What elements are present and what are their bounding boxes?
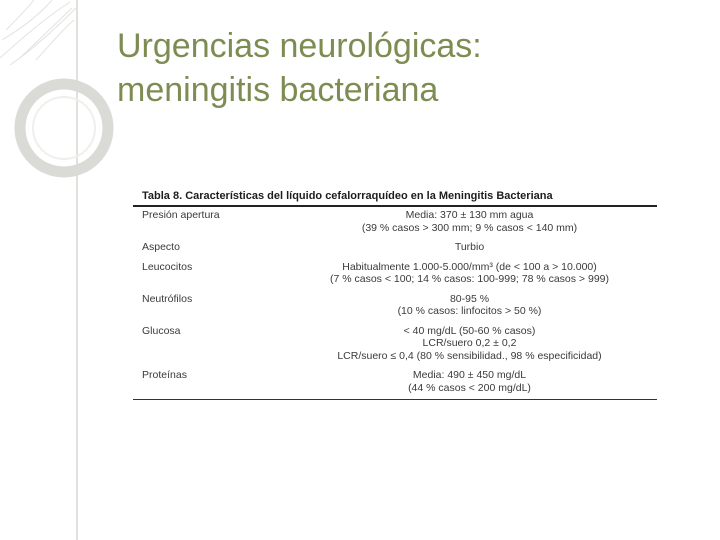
row-label: Leucocitos — [142, 260, 193, 273]
row-value — [292, 290, 657, 322]
row-label: Proteínas — [142, 369, 187, 381]
table-row — [133, 322, 657, 367]
row-label: Glucosa — [142, 324, 181, 337]
row-value — [292, 207, 657, 238]
value-line: (10 % casos: linfocitos > 50 %) — [397, 305, 542, 317]
value-line: Habitualmente 1.000-5.000/mm³ (de < 100 a > 10.000) — [342, 260, 597, 273]
row-value — [292, 238, 657, 258]
table-row — [133, 238, 657, 258]
table-row — [133, 366, 657, 398]
row-value — [292, 258, 657, 290]
value-line: LCR/suero 0,2 ± 0,2 — [422, 337, 517, 349]
table-bottom-rule — [133, 399, 657, 400]
value-line: (39 % casos > 300 mm; 9 % casos < 140 mm) — [361, 221, 578, 234]
value-line: (7 % casos < 100; 14 % casos: 100-999; 78 % casos > 999) — [330, 273, 609, 285]
row-value — [292, 366, 657, 398]
value-line: 80-95 % — [449, 292, 490, 305]
row-value — [292, 322, 657, 367]
table-row — [133, 290, 657, 322]
row-label: Presión apertura — [142, 209, 220, 221]
value-line: < 40 mg/dL (50-60 % casos) — [403, 324, 536, 337]
decorative-ring-inner — [33, 97, 95, 159]
value-line: Media: 370 ± 130 mm agua — [405, 209, 534, 221]
slide-title-line-2: meningitis bacteriana — [117, 71, 439, 109]
row-label: Aspecto — [142, 241, 180, 253]
table-row — [133, 207, 657, 238]
decorative-swirl-lines — [0, 0, 76, 65]
table-caption: Tabla 8. Características del líquido cefalorraquídeo en la Meningitis Bacteriana — [133, 190, 657, 207]
value-line: (44 % casos < 200 mg/dL) — [408, 381, 531, 394]
csf-characteristics-table — [133, 190, 657, 400]
decorative-ring-large — [20, 84, 108, 172]
value-line: Turbio — [454, 241, 485, 253]
slide-title-line-1: Urgencias neurológicas: — [117, 27, 482, 65]
row-label: Neutrófilos — [142, 292, 193, 305]
table-row — [133, 258, 657, 290]
value-line: Media: 490 ± 450 mg/dL — [412, 369, 527, 381]
slide-title — [117, 24, 697, 112]
value-line: LCR/suero ≤ 0,4 (80 % sensibilidad., 98 % especificidad) — [337, 349, 602, 362]
table-body — [133, 207, 657, 398]
